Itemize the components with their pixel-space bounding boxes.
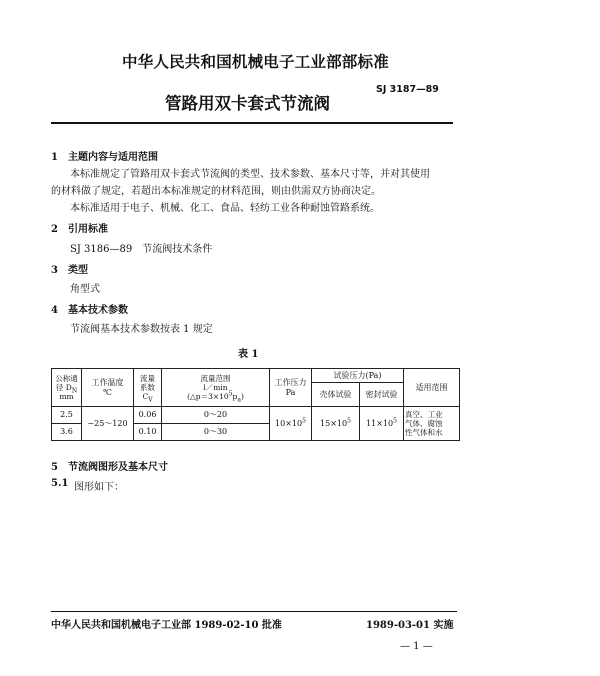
cell-dn: 2.5 xyxy=(52,407,82,424)
footer-effective-date: 1989-03-01 实施 xyxy=(366,620,454,631)
cell-cv: 0.06 xyxy=(134,407,162,424)
table-row xyxy=(52,407,460,424)
header-rule xyxy=(51,122,453,124)
cell-cv: 0.10 xyxy=(134,424,162,441)
cell-temperature: −25～120 xyxy=(82,407,134,441)
header-test-pressure: 试验压力(Pa) xyxy=(312,369,404,383)
section-1-para-1-line-2: 的材料做了规定，若超出本标准规定的材料范围，则由供需双方协商决定。 xyxy=(51,186,381,197)
header-working-temperature: 工作温度 ℃ xyxy=(82,369,134,407)
table-caption: 表 1 xyxy=(238,349,259,360)
section-1-heading: 1 主题内容与适用范围 xyxy=(51,152,158,163)
cell-seal-test: $11\times 10^5$ xyxy=(360,407,404,441)
section-1-para-1-line-1: 本标准规定了管路用双卡套式节流阀的类型、技术参数、基本尺寸等，并对其使用 xyxy=(70,169,430,180)
header-nominal-diameter: 公称通 径 $D_N$ mm xyxy=(52,369,82,407)
cell-working-pressure: $10\times 10^5$ xyxy=(270,407,312,441)
section-4-intro: 节流阀基本技术参数按表 1 规定 xyxy=(70,324,213,335)
header-seal-test: 密封试验 xyxy=(360,383,404,407)
parameter-table xyxy=(51,368,460,441)
standard-code: SJ 3187—89 xyxy=(376,84,439,95)
header-working-pressure: 工作压力 Pa xyxy=(270,369,312,407)
section-2-reference: SJ 3186—89 节流阀技术条件 xyxy=(70,244,213,255)
section-5-heading: 5 节流阀图形及基本尺寸 xyxy=(51,462,168,473)
header-scope: 适用范围 xyxy=(404,369,460,407)
cell-scope: 真空、工业 气体、腐蚀 性气体和水 xyxy=(404,407,460,441)
section-5-1-text: 图形如下： xyxy=(74,482,124,493)
header-flow-range: 流量范围 l／min $(\triangle p=3\times 10^5p_a)$ xyxy=(162,369,270,407)
section-4-heading: 4 基本技术参数 xyxy=(51,305,128,316)
section-3-heading: 3 类型 xyxy=(51,265,88,276)
section-2-heading: 2 引用标准 xyxy=(51,224,108,235)
cell-dn: 3.6 xyxy=(52,424,82,441)
cell-shell-test: $15\times 10^5$ xyxy=(312,407,360,441)
section-1-para-2: 本标准适用于电子、机械、化工、食品、轻纺工业各种耐蚀管路系统。 xyxy=(70,203,380,214)
header-flow-coefficient: 流量 系数 $C_V$ xyxy=(134,369,162,407)
cell-flow: 0～20 xyxy=(162,407,270,424)
footer-issuer: 中华人民共和国机械电子工业部 1989-02-10 批准 xyxy=(51,620,282,631)
doc-title: 管路用双卡套式节流阀 xyxy=(165,94,330,113)
section-5-1-number: 5.1 xyxy=(51,478,69,489)
cell-flow: 0～30 xyxy=(162,424,270,441)
section-3-type: 角型式 xyxy=(70,284,100,295)
org-title: 中华人民共和国机械电子工业部部标准 xyxy=(122,52,389,71)
header-shell-test: 壳体试验 xyxy=(312,383,360,407)
page-number: — 1 — xyxy=(400,641,433,652)
footer-rule xyxy=(51,611,457,612)
